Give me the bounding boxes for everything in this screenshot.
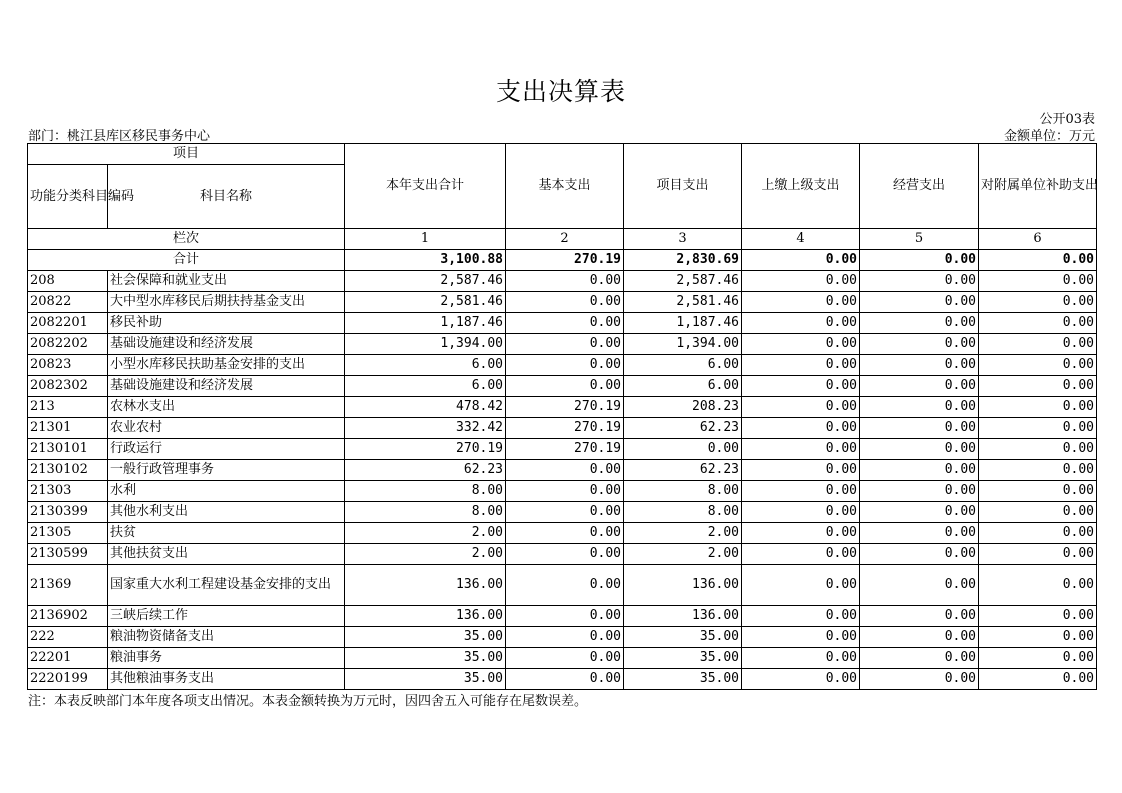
row-value: 0.00 [860,271,979,292]
row-code: 2082202 [28,334,108,355]
header-code: 功能分类科目编码 [28,165,108,229]
row-value: 0.00 [506,334,624,355]
row-value: 0.00 [742,397,860,418]
table-row [28,313,1097,334]
row-value: 0.00 [979,292,1097,313]
total-value: 0.00 [742,250,860,271]
row-code: 2220199 [28,669,108,690]
row-value: 0.00 [979,460,1097,481]
row-value: 6.00 [624,355,742,376]
row-value: 0.00 [742,334,860,355]
row-value: 35.00 [345,627,506,648]
row-value: 0.00 [860,292,979,313]
row-value: 0.00 [506,292,624,313]
row-value: 1,394.00 [345,334,506,355]
row-value: 6.00 [345,355,506,376]
row-value: 8.00 [624,502,742,523]
row-value: 332.42 [345,418,506,439]
row-value: 0.00 [860,397,979,418]
header-total: 本年支出合计 [345,144,506,229]
row-name: 其他扶贫支出 [108,544,345,565]
table-row [28,523,1097,544]
row-value: 0.00 [624,439,742,460]
row-name: 水利 [108,481,345,502]
table-row [28,355,1097,376]
row-value: 1,187.46 [345,313,506,334]
table-row [28,627,1097,648]
row-value: 0.00 [860,334,979,355]
row-value: 270.19 [506,397,624,418]
row-value: 1,187.46 [624,313,742,334]
row-value: 6.00 [624,376,742,397]
row-code: 222 [28,627,108,648]
row-value: 2,587.46 [624,271,742,292]
row-code: 2130399 [28,502,108,523]
row-value: 0.00 [742,271,860,292]
row-value: 0.00 [506,565,624,606]
column-number: 6 [979,229,1097,250]
row-name: 农业农村 [108,418,345,439]
row-code: 21301 [28,418,108,439]
row-value: 2.00 [624,544,742,565]
row-code: 21303 [28,481,108,502]
row-value: 2.00 [624,523,742,544]
table-row [28,439,1097,460]
row-name: 大中型水库移民后期扶持基金支出 [108,292,345,313]
row-value: 208.23 [624,397,742,418]
table-row [28,271,1097,292]
row-value: 0.00 [742,376,860,397]
row-value: 0.00 [860,544,979,565]
row-value: 0.00 [860,418,979,439]
header-project: 项目支出 [624,144,742,229]
row-value: 270.19 [345,439,506,460]
header-basic: 基本支出 [506,144,624,229]
footnote: 注：本表反映部门本年度各项支出情况。本表金额转换为万元时，因四舍五入可能存在尾数误差。 [28,694,588,709]
row-name: 小型水库移民扶助基金安排的支出 [108,355,345,376]
row-value: 0.00 [742,292,860,313]
row-value: 0.00 [979,544,1097,565]
row-value: 0.00 [860,439,979,460]
row-value: 35.00 [624,669,742,690]
row-value: 35.00 [624,627,742,648]
unit-label: 金额单位：万元 [1003,129,1095,144]
department-label: 部门：桃江县库区移民事务中心 [28,129,211,144]
row-value: 0.00 [860,355,979,376]
row-name: 扶贫 [108,523,345,544]
row-code: 2130102 [28,460,108,481]
table-row [28,544,1097,565]
row-value: 8.00 [345,502,506,523]
row-value: 0.00 [979,606,1097,627]
row-value: 0.00 [742,606,860,627]
row-value: 0.00 [742,565,860,606]
row-value: 0.00 [742,481,860,502]
row-value: 2,581.46 [624,292,742,313]
row-value: 0.00 [506,669,624,690]
row-name: 国家重大水利工程建设基金安排的支出 [108,565,345,606]
row-value: 0.00 [742,439,860,460]
table-row [28,418,1097,439]
row-value: 0.00 [742,460,860,481]
table-row [28,397,1097,418]
column-index-row [28,229,1097,250]
total-value: 2,830.69 [624,250,742,271]
row-value: 0.00 [506,544,624,565]
table-row [28,606,1097,627]
table-row [28,669,1097,690]
total-value: 0.00 [860,250,979,271]
row-code: 2130599 [28,544,108,565]
row-value: 0.00 [506,355,624,376]
row-name: 粮油物资储备支出 [108,627,345,648]
row-name: 基础设施建设和经济发展 [108,376,345,397]
row-code: 21305 [28,523,108,544]
column-number: 1 [345,229,506,250]
row-name: 移民补助 [108,313,345,334]
row-name: 社会保障和就业支出 [108,271,345,292]
row-value: 0.00 [506,313,624,334]
row-value: 270.19 [506,418,624,439]
row-value: 1,394.00 [624,334,742,355]
column-index-label: 栏次 [28,229,345,250]
row-value: 0.00 [742,669,860,690]
row-value: 0.00 [979,271,1097,292]
row-value: 0.00 [860,648,979,669]
row-code: 20822 [28,292,108,313]
row-value: 8.00 [624,481,742,502]
row-value: 0.00 [979,376,1097,397]
row-value: 0.00 [860,460,979,481]
row-value: 0.00 [742,313,860,334]
row-value: 2,587.46 [345,271,506,292]
row-value: 0.00 [742,627,860,648]
row-code: 22201 [28,648,108,669]
row-name: 粮油事务 [108,648,345,669]
column-number: 4 [742,229,860,250]
row-value: 8.00 [345,481,506,502]
row-name: 行政运行 [108,439,345,460]
row-value: 0.00 [506,376,624,397]
row-value: 0.00 [506,460,624,481]
row-value: 0.00 [506,648,624,669]
row-code: 2082201 [28,313,108,334]
row-value: 0.00 [860,376,979,397]
row-value: 35.00 [345,648,506,669]
row-value: 0.00 [506,271,624,292]
header-upper: 上缴上级支出 [742,144,860,229]
table-row [28,648,1097,669]
row-name: 基础设施建设和经济发展 [108,334,345,355]
row-value: 62.23 [624,418,742,439]
row-value: 0.00 [979,313,1097,334]
table-row [28,376,1097,397]
row-code: 213 [28,397,108,418]
row-value: 136.00 [345,606,506,627]
total-value: 270.19 [506,250,624,271]
row-name: 三峡后续工作 [108,606,345,627]
row-value: 0.00 [979,627,1097,648]
table-row [28,565,1097,606]
row-code: 208 [28,271,108,292]
row-code: 2130101 [28,439,108,460]
row-value: 0.00 [742,418,860,439]
row-value: 0.00 [742,502,860,523]
row-value: 62.23 [624,460,742,481]
row-value: 0.00 [742,523,860,544]
row-value: 0.00 [860,523,979,544]
row-value: 62.23 [345,460,506,481]
form-code: 公开03表 [1039,112,1095,127]
expenditure-table [27,143,1097,690]
row-code: 2136902 [28,606,108,627]
table-row [28,460,1097,481]
row-value: 0.00 [742,648,860,669]
row-value: 6.00 [345,376,506,397]
row-code: 21369 [28,565,108,606]
row-value: 0.00 [506,627,624,648]
row-name: 农林水支出 [108,397,345,418]
row-value: 0.00 [860,565,979,606]
row-value: 0.00 [742,355,860,376]
row-value: 0.00 [979,502,1097,523]
total-value: 0.00 [979,250,1097,271]
row-value: 0.00 [979,334,1097,355]
row-value: 270.19 [506,439,624,460]
row-name: 一般行政管理事务 [108,460,345,481]
header-business: 经营支出 [860,144,979,229]
row-value: 0.00 [979,397,1097,418]
row-value: 0.00 [979,355,1097,376]
table-row [28,502,1097,523]
row-value: 35.00 [345,669,506,690]
row-value: 0.00 [506,523,624,544]
row-code: 20823 [28,355,108,376]
row-value: 0.00 [979,439,1097,460]
row-value: 0.00 [979,648,1097,669]
row-value: 0.00 [860,502,979,523]
row-name: 其他粮油事务支出 [108,669,345,690]
row-value: 0.00 [506,502,624,523]
row-value: 0.00 [506,481,624,502]
row-value: 0.00 [979,481,1097,502]
row-value: 0.00 [742,544,860,565]
row-value: 0.00 [860,669,979,690]
row-value: 0.00 [979,418,1097,439]
page-title: 支出决算表 [495,77,626,106]
row-value: 0.00 [979,523,1097,544]
row-value: 0.00 [506,606,624,627]
row-value: 0.00 [860,627,979,648]
row-value: 478.42 [345,397,506,418]
column-number: 2 [506,229,624,250]
header-name: 科目名称 [108,165,345,229]
row-value: 2.00 [345,544,506,565]
column-number: 5 [860,229,979,250]
row-value: 0.00 [979,669,1097,690]
header-subsidy: 对附属单位补助支出 [979,144,1097,229]
row-value: 136.00 [624,606,742,627]
row-name: 其他水利支出 [108,502,345,523]
row-value: 136.00 [345,565,506,606]
row-value: 35.00 [624,648,742,669]
row-value: 136.00 [624,565,742,606]
row-value: 2.00 [345,523,506,544]
row-value: 0.00 [979,565,1097,606]
total-value: 3,100.88 [345,250,506,271]
total-label: 合计 [28,250,345,271]
header-item-group: 项目 [28,144,345,165]
table-row [28,481,1097,502]
row-value: 2,581.46 [345,292,506,313]
row-value: 0.00 [860,313,979,334]
table-row [28,292,1097,313]
row-value: 0.00 [860,606,979,627]
row-code: 2082302 [28,376,108,397]
column-number: 3 [624,229,742,250]
total-row [28,250,1097,271]
table-row [28,334,1097,355]
row-value: 0.00 [860,481,979,502]
